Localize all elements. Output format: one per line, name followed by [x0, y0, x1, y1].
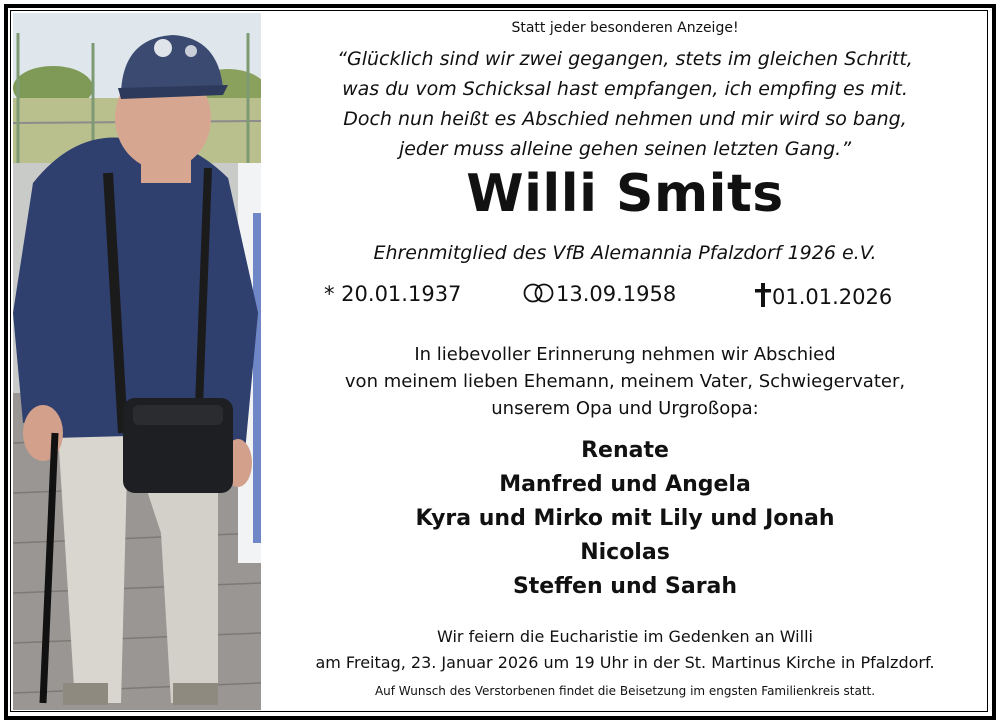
cross-icon: [754, 282, 772, 308]
deceased-name: Willi Smits: [466, 164, 784, 224]
header-note: Statt jeder besonderen Anzeige!: [511, 20, 739, 36]
wedding-rings-icon: [522, 282, 556, 304]
family-member: Kyra und Mirko mit Lily und Jonah: [415, 506, 835, 531]
wedding-date: 13.09.1958: [556, 282, 677, 306]
death-date: 01.01.2026: [772, 285, 893, 309]
family-member: Manfred und Angela: [499, 472, 751, 497]
portrait-photo: [13, 13, 261, 710]
obituary-text: [262, 0, 988, 724]
birth-date: * 20.01.1937: [324, 282, 462, 306]
intro-line: unserem Opa und Urgroßopa:: [491, 398, 759, 419]
poem-line: jeder muss alleine gehen seinen letzten Gang.”: [398, 138, 852, 160]
honorary-title: Ehrenmitglied des VfB Alemannia Pfalzdorf 1926 e.V.: [373, 242, 877, 264]
family-member: Renate: [581, 438, 669, 463]
service-line: am Freitag, 23. Januar 2026 um 19 Uhr in der St. Martinus Kirche in Pfalzdorf.: [315, 653, 935, 672]
poem-line: was du vom Schicksal hast empfangen, ich empfing es mit.: [342, 78, 908, 100]
service-line: Wir feiern die Eucharistie im Gedenken an Willi: [437, 627, 813, 646]
family-member: Nicolas: [580, 540, 670, 565]
intro-line: von meinem lieben Ehemann, meinem Vater, Schwiegervater,: [344, 371, 906, 392]
poem-line: “Glücklich sind wir zwei gegangen, stets im gleichen Schritt,: [337, 48, 913, 70]
life-dates: [262, 282, 988, 310]
family-member: Steffen und Sarah: [512, 574, 738, 599]
burial-note: Auf Wunsch des Verstorbenen findet die Beisetzung im engsten Familienkreis statt.: [374, 684, 876, 698]
intro-line: In liebevoller Erinnerung nehmen wir Abschied: [414, 344, 836, 365]
wedding-date-group: [522, 282, 676, 306]
death-date-group: [754, 282, 892, 309]
poem-line: Doch nun heißt es Abschied nehmen und mir wird so bang,: [343, 108, 907, 130]
